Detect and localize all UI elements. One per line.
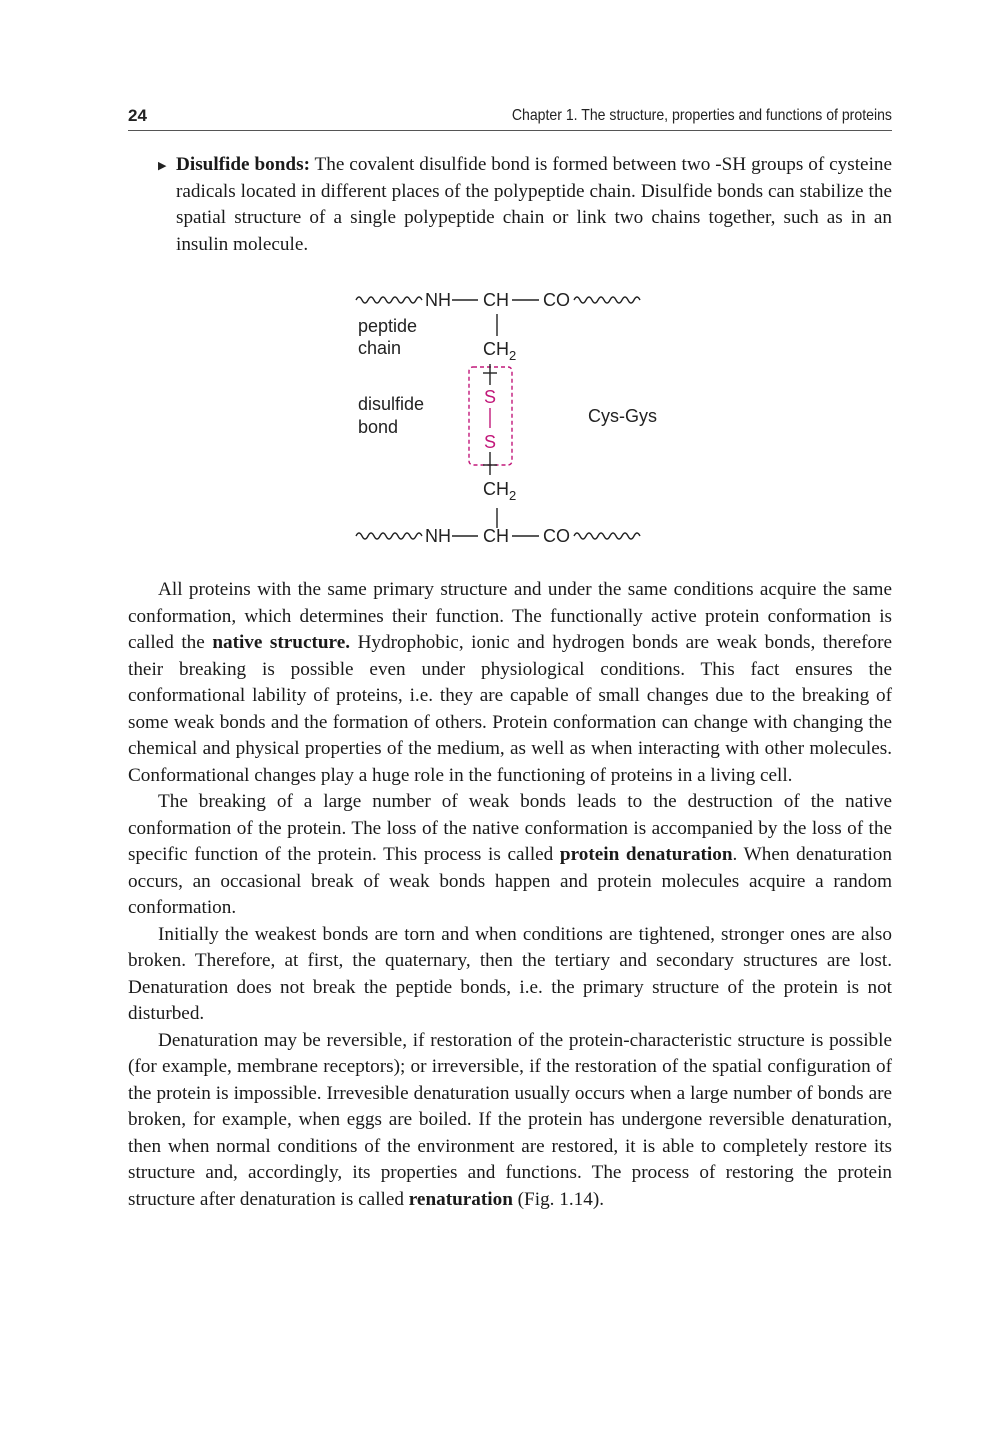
- label-bond: bond: [358, 417, 399, 437]
- bullet-triangle-icon: ▶: [158, 159, 167, 172]
- label-cys-gys: Cys-Gys: [588, 406, 657, 426]
- bottom-left-wave: [356, 533, 422, 539]
- paragraph-native-structure: All proteins with the same primary structure and under the same conditions acquire the same conformation, which determines their function. The functionally active protein conformation is called the native structure. Hydrophobic, ionic and hydrogen bonds are weak bonds, therefore their breaking is possible even under physiological conditions. This fact ensures the conformational lability of proteins, i.e. they are capable of small changes due to the breaking of some weak bonds and the formation of others. Protein conformation can change with changing the chemical and physical properties of the medium, as well as when interacting with other molecules. Conformational changes play a huge role in the functioning of proteins in a living cell.: [128, 579, 892, 786]
- bullet-text: The covalent disulfide bond is formed between two -SH groups of cysteine radicals located in different places of the polypeptide chain. Disulfide bonds can stabilize the spatial structure of a single polypeptide chain or link two chains together, such as in an insulin molecule.: [176, 154, 893, 255]
- paragraph-weak-bonds: Initially the weakest bonds are torn and when conditions are tightened, stronger ones are also broken. Therefore, at first, the quaternary, then the tertiary and secondary structures are lost. Denaturation does not break the peptide bonds, i.e. the primary structure of the protein is not disturbed.: [128, 923, 892, 1024]
- top-ch: CH: [483, 290, 509, 310]
- bottom-ch: CH: [483, 526, 509, 546]
- sulfur-bottom: S: [484, 432, 497, 452]
- top-nh: NH: [425, 290, 451, 310]
- label-peptide: peptide: [358, 316, 418, 336]
- bottom-co: CO: [543, 526, 570, 546]
- top-right-wave: [574, 297, 640, 303]
- running-head: Chapter 1. The structure, properties and functions of proteins: [511, 107, 892, 124]
- top-co: CO: [543, 290, 570, 310]
- top-left-wave: [356, 297, 422, 303]
- ch2-bottom: $CH_2$: [483, 479, 517, 503]
- sulfur-top: S: [484, 387, 497, 407]
- page-header: [128, 106, 892, 131]
- disulfide-bond-diagram: [340, 280, 700, 555]
- bottom-right-wave: [574, 533, 640, 539]
- body-text: [128, 577, 892, 1213]
- paragraph-denaturation: The breaking of a large number of weak bonds leads to the destruction of the native conformation of the protein. The loss of the native conformation is accompanied by the loss of the specific function of the protein. This process is called protein denaturation. When denaturation occurs, an occasional break of weak bonds happen and protein molecules acquire a random conformation.: [128, 791, 892, 918]
- bullet-term: Disulfide bonds:: [176, 154, 310, 175]
- paragraph-renaturation: Denaturation may be reversible, if restoration of the protein-characteristic structure is possible (for example, membrane receptors); or irreversible, if the restoration of the spatial configuration of the protein is impossible. Irrevesible denaturation usually occurs when a large number of bonds are broken, for example, when eggs are boiled. If the protein has undergone reversible denaturation, then when normal conditions of the environment are restored, it is able to completely restore its structure and, accordingly, its properties and functions. The process of restoring the protein structure after denaturation is called renaturation (Fig. 1.14).: [128, 1029, 892, 1210]
- label-disulfide: disulfide: [358, 394, 425, 414]
- disulfide-bullet: [176, 152, 892, 258]
- page-number: 24: [128, 106, 147, 125]
- ch2-top: $CH_2$: [483, 339, 517, 363]
- bottom-nh: NH: [425, 526, 451, 546]
- label-chain: chain: [358, 338, 402, 358]
